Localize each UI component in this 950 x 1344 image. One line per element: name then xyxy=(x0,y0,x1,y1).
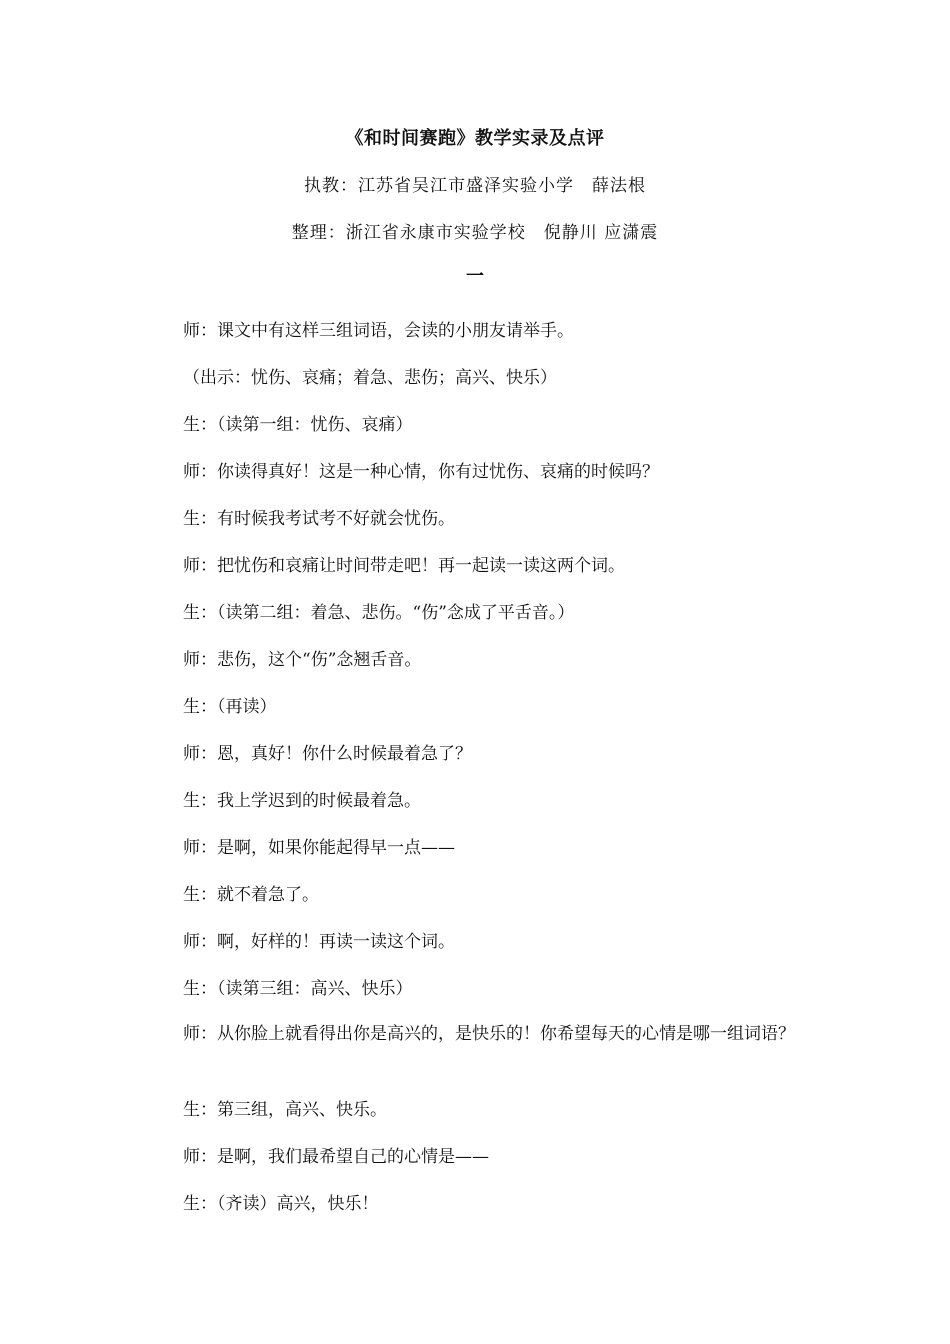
dialogue-line: 师：恩，真好！你什么时候最着急了？ xyxy=(183,744,472,764)
dialogue-line: 师：你读得真好！这是一种心情，你有过忧伤、哀痛的时候吗？ xyxy=(183,462,659,482)
dialogue-line: 师：悲伤，这个“伤”念翘舌音。 xyxy=(183,650,422,670)
dialogue-line: （出示：忧伤、哀痛；着急、悲伤；高兴、快乐） xyxy=(183,368,557,388)
dialogue-line: 生：（读第二组：着急、悲伤。“伤”念成了平舌音。） xyxy=(183,603,575,623)
editor-byline: 整理：浙江省永康市实验学校 倪静川 应潇震 xyxy=(291,223,659,243)
dialogue-paragraph: 师：从你脸上就看得出你是高兴的，是快乐的！你希望每天的心情是哪一组词语？ xyxy=(183,1024,795,1044)
document-title: 《和时间赛跑》教学实录及点评 xyxy=(345,128,605,149)
section-number: 一 xyxy=(466,266,484,287)
dialogue-line: 师：是啊，我们最希望自己的心情是—— xyxy=(183,1147,489,1167)
dialogue-line: 师：把忧伤和哀痛让时间带走吧！再一起读一读这两个词。 xyxy=(183,556,625,576)
dialogue-line: 师：课文中有这样三组词语，会读的小朋友请举手。 xyxy=(183,321,574,341)
dialogue-line: 生：就不着急了。 xyxy=(183,885,319,905)
dialogue-line: 生：（读第三组：高兴、快乐） xyxy=(183,979,413,999)
dialogue-line: 师：啊，好样的！再读一读这个词。 xyxy=(183,932,455,952)
dialogue-line: 生：（齐读）高兴，快乐！ xyxy=(183,1194,379,1214)
teacher-byline: 执教：江苏省吴江市盛泽实验小学 薛法根 xyxy=(304,176,646,196)
dialogue-line: 师：是啊，如果你能起得早一点—— xyxy=(183,838,455,858)
dialogue-line: 生：（读第一组：忧伤、哀痛） xyxy=(183,415,413,435)
dialogue-line: 生：第三组，高兴、快乐。 xyxy=(183,1100,387,1120)
dialogue-line: 生：有时候我考试考不好就会忧伤。 xyxy=(183,509,455,529)
dialogue-line: 生：我上学迟到的时候最着急。 xyxy=(183,791,421,811)
dialogue-line: 生：（再读） xyxy=(183,697,277,717)
